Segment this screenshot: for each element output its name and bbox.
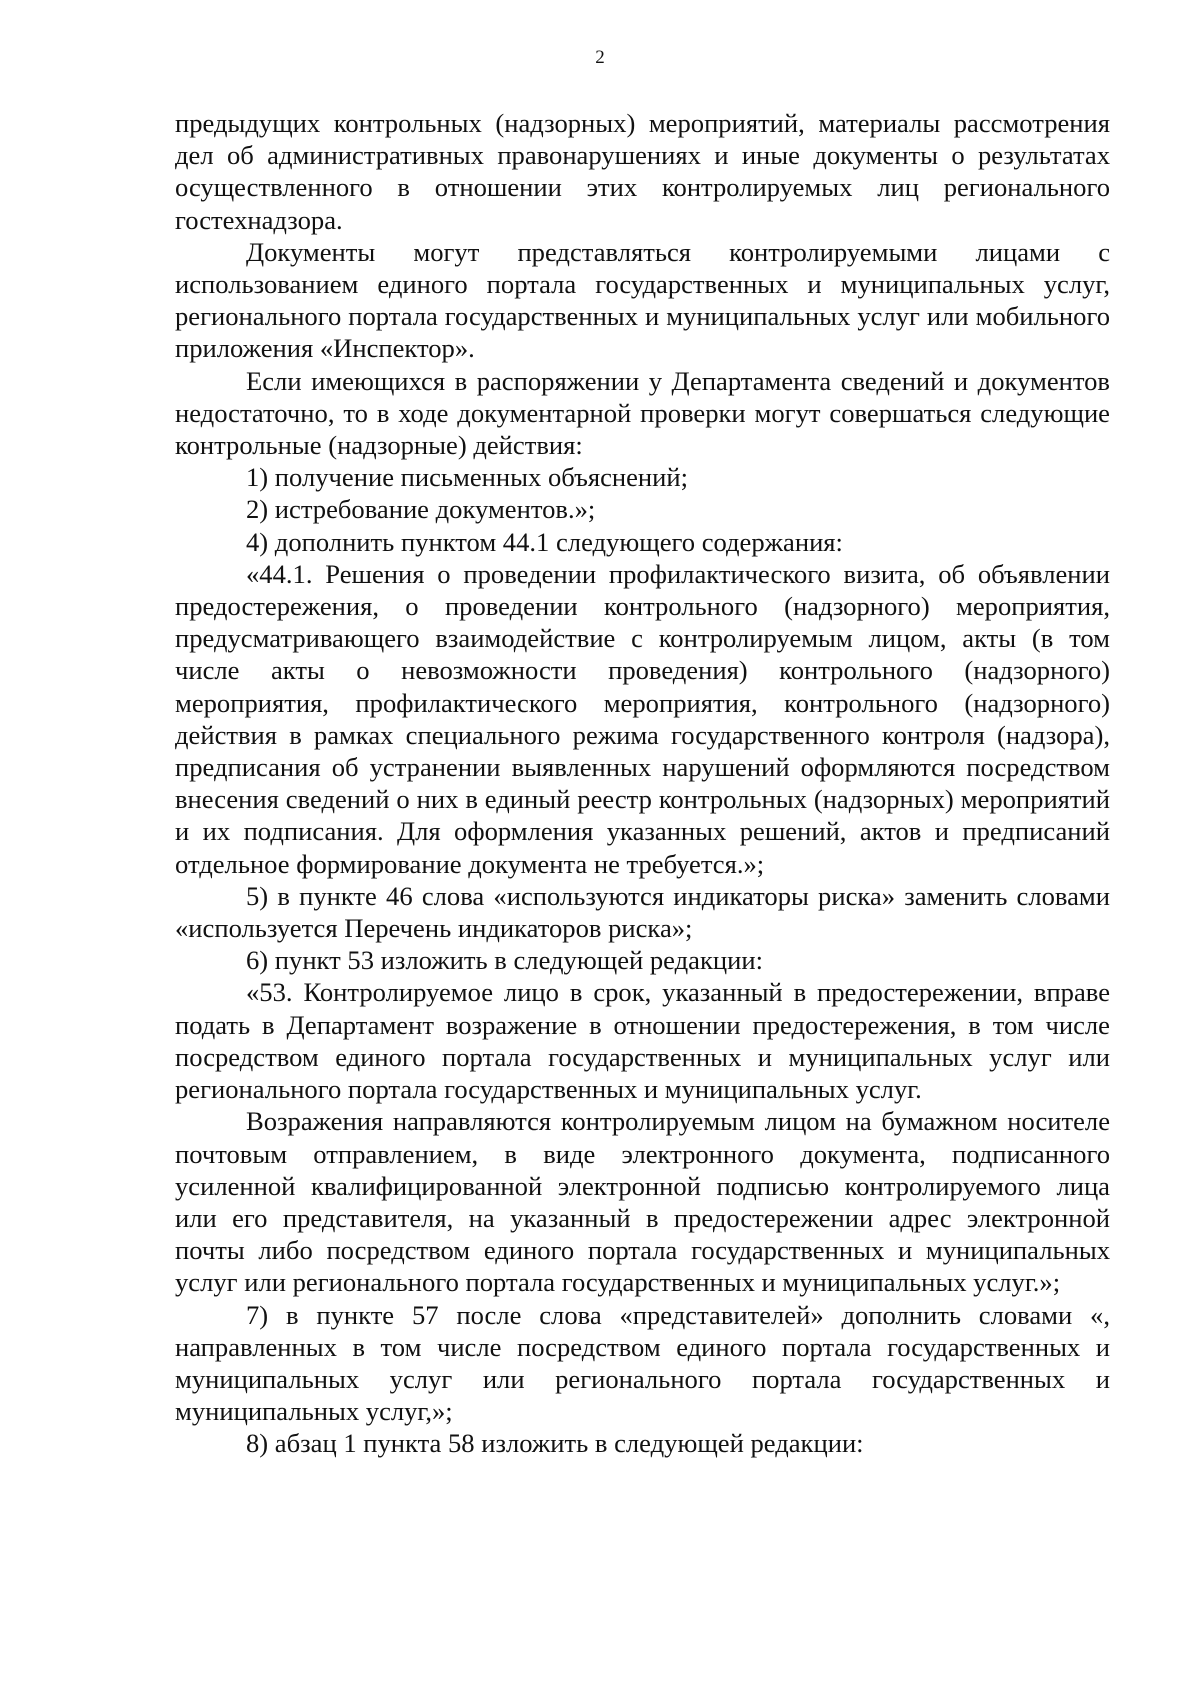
- amendment-item-7: 7) в пункте 57 после слова «представителей» дополнить словами «, направленных в том числе посредством единого портала государственных и муниципальных услуг или регионального портала государственных и муниципальных услуг,»;: [175, 1299, 1110, 1427]
- paragraph-53: «53. Контролируемое лицо в срок, указанный в предостережении, вправе подать в Департамент возражение в отношении предостережения, в том числе посредством единого портала государственных и муниципальных услуг или регионального портала государственных и муниципальных услуг.: [175, 977, 1110, 1105]
- list-item-documents-request: 2) истребование документов.»;: [246, 494, 596, 525]
- amendment-item-8: 8) абзац 1 пункта 58 изложить в следующей редакции:: [246, 1428, 864, 1459]
- document-body: [175, 107, 1110, 1460]
- page-number: 2: [595, 47, 605, 68]
- paragraph-insufficient-info: Если имеющихся в распоряжении у Департамента сведений и документов недостаточно, то в ходе документарной проверки могут совершаться следующие контрольные (надзорные) действия:: [175, 365, 1110, 461]
- amendment-item-6: 6) пункт 53 изложить в следующей редакции:: [246, 945, 763, 976]
- paragraph-continuation: предыдущих контрольных (надзорных) мероприятий, материалы рассмотрения дел об административных правонарушениях и иные документы о результатах осуществленного в отношении этих контролируемых лиц регионального гостехнадзора.: [175, 108, 1110, 235]
- amendment-item-4: 4) дополнить пунктом 44.1 следующего содержания:: [246, 526, 843, 557]
- paragraph-44-1: «44.1. Решения о проведении профилактического визита, об объявлении предостережения, о проведении контрольного (надзорного) мероприятия, предусматривающего взаимодействие с контролируемым лицом, акты (в том числе акты о невозможности проведения) контрольного (надзорного) мероприятия, профилактического мероприятия, контрольного (надзорного) действия в рамках специального режима государственного контроля (надзора), предписания об устранении выявленных нарушений оформляются посредством внесения сведений о них в единый реестр контрольных (надзорных) мероприятий и их подписания. Для оформления указанных решений, актов и предписаний отдельное формирование документа не требуется.»;: [175, 558, 1110, 879]
- paragraph-documents-submission: Документы могут представляться контролируемыми лицами с использованием единого портала государственных и муниципальных услуг, регионального портала государственных и муниципальных услуг или мобильного приложения «Инспектор».: [175, 236, 1110, 364]
- amendment-item-5: 5) в пункте 46 слова «используются индикаторы риска» заменить словами «используется Перечень индикаторов риска»;: [175, 880, 1110, 944]
- paragraph-objections: Возражения направляются контролируемым лицом на бумажном носителе почтовым отправлением, в виде электронного документа, подписанного усиленной квалифицированной электронной подписью контролируемого лица или его представителя, на указанный в предостережении адрес электронной почты либо посредством единого портала государственных и муниципальных услуг или регионального портала государственных и муниципальных услуг.»;: [175, 1106, 1110, 1298]
- list-item-explanations: 1) получение письменных объяснений;: [246, 462, 689, 493]
